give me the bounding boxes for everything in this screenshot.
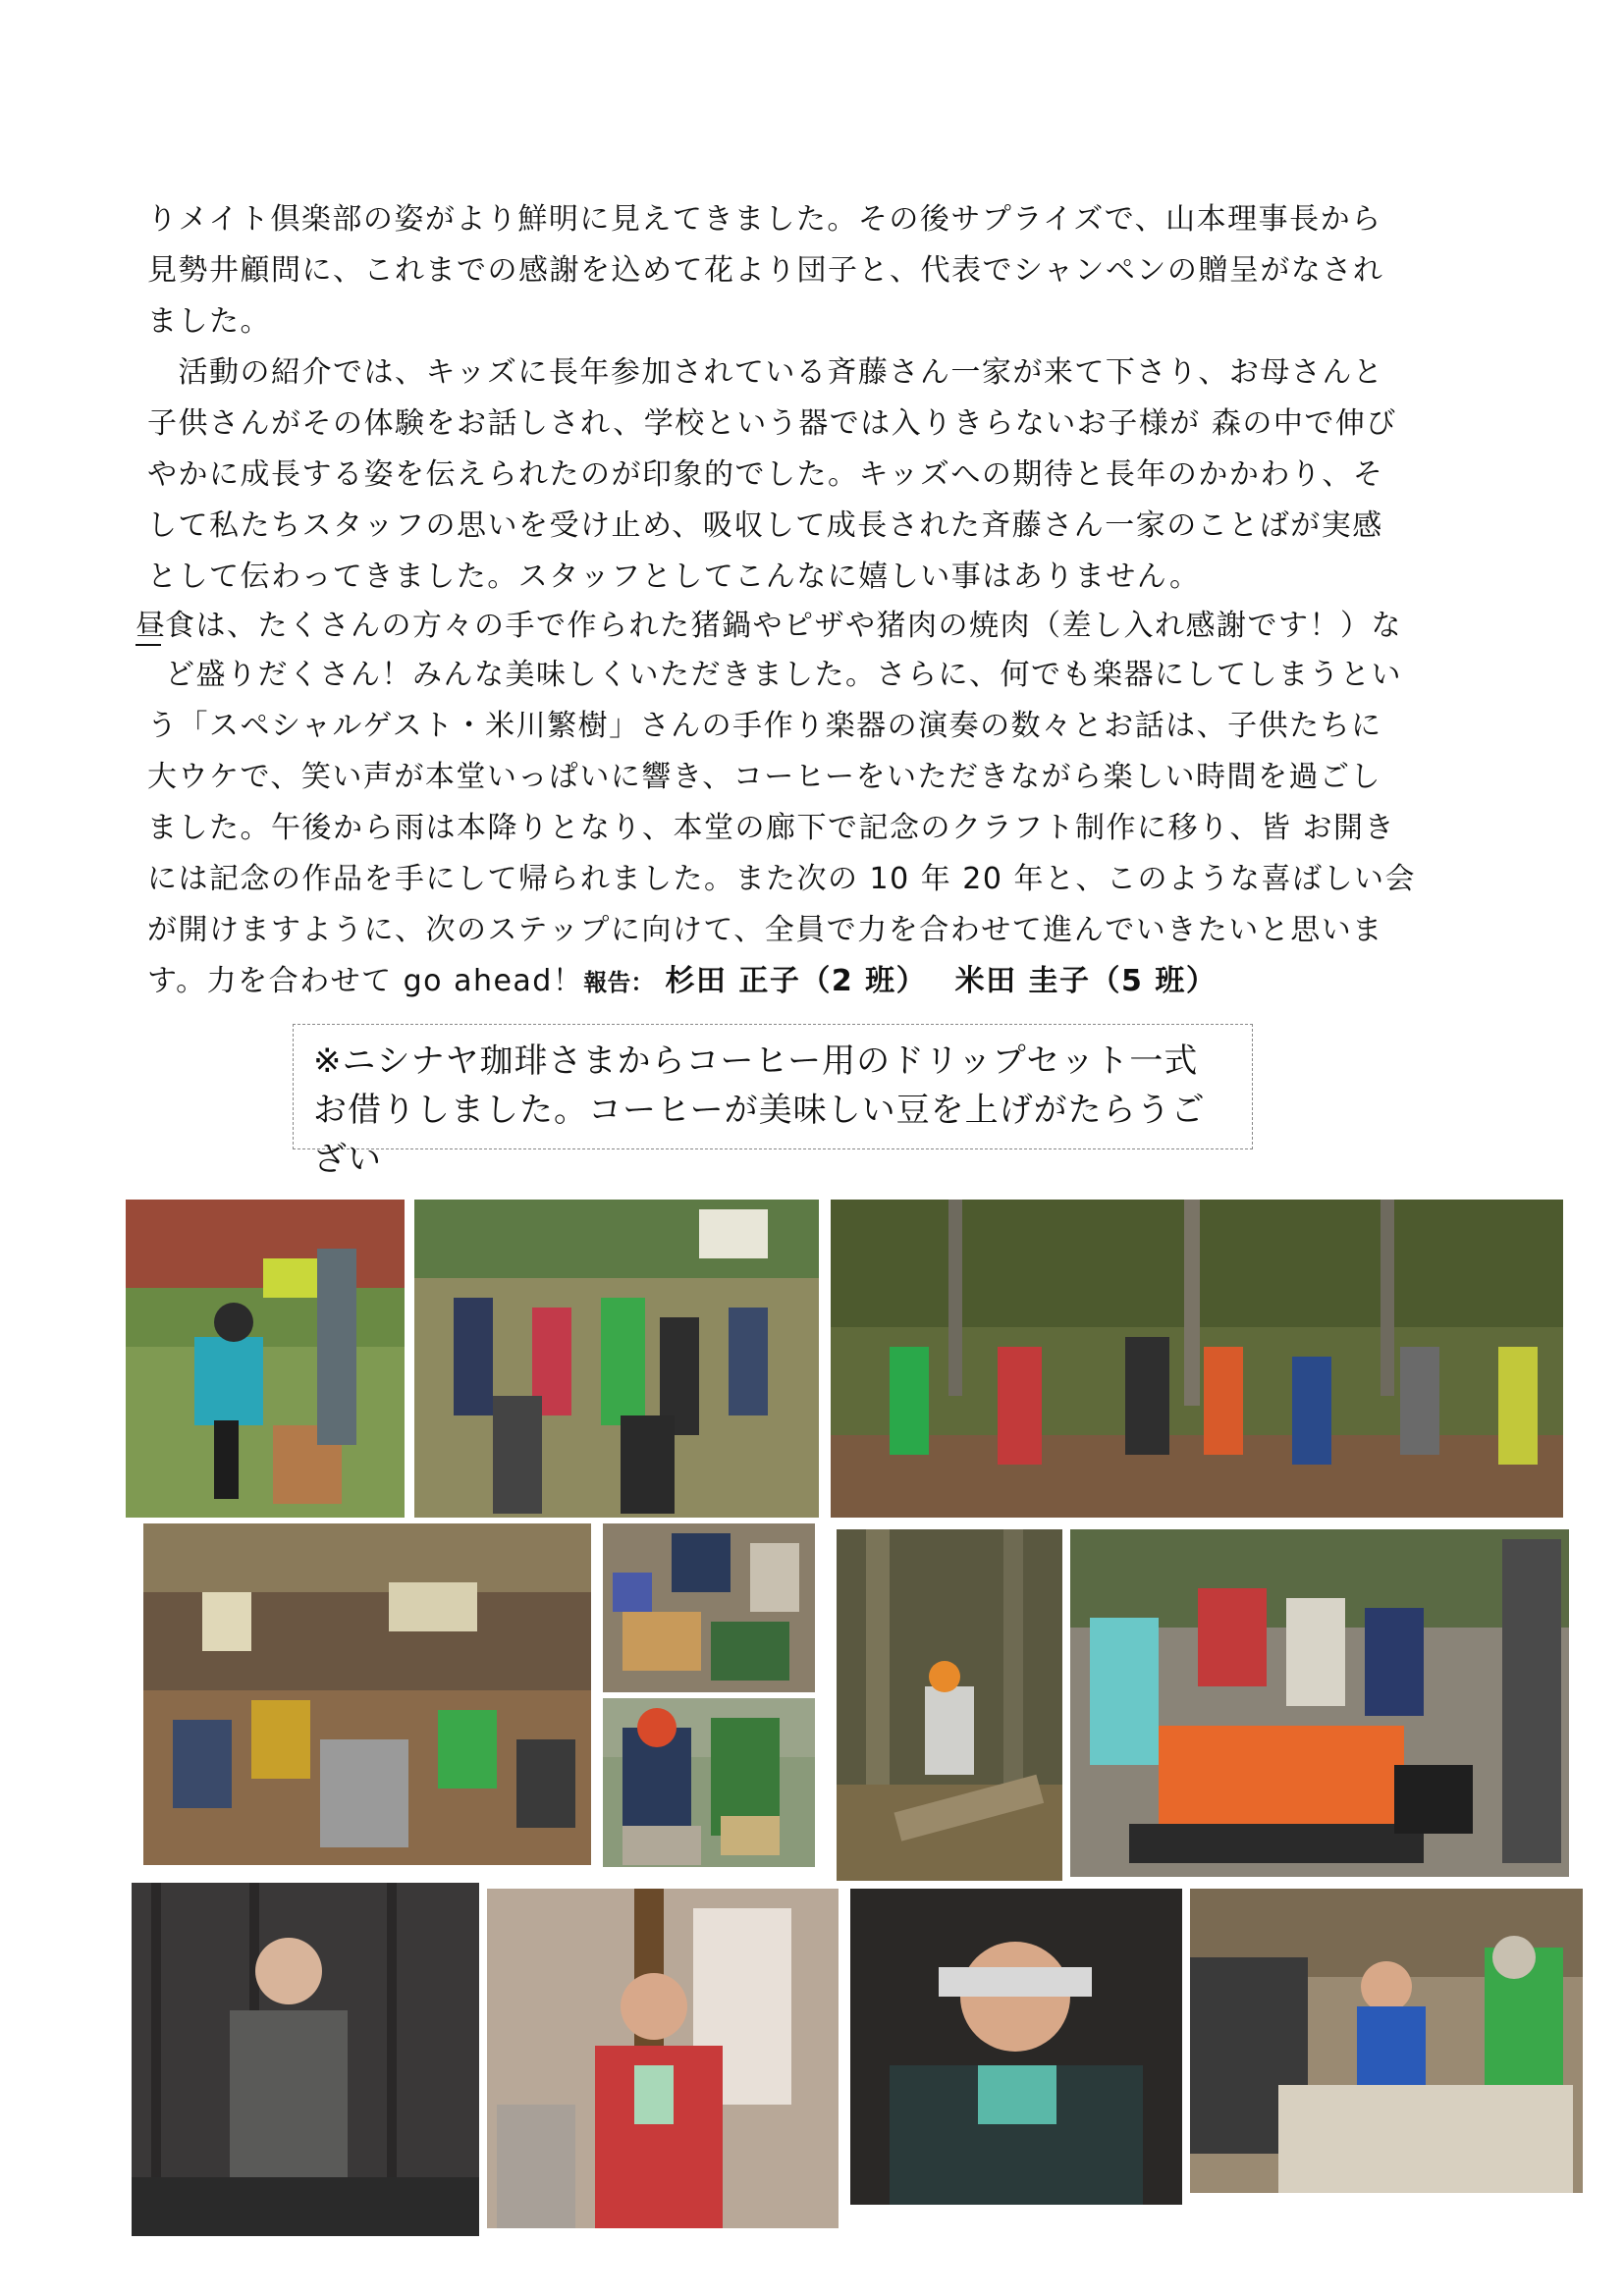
report-line: ました。午後から雨は本降りとなり、本堂の廊下で記念のクラフト制作に移り、皆 お開き <box>147 811 1396 845</box>
photo-boy-splitting-wood <box>126 1200 405 1518</box>
photo-speaker-elder <box>132 1883 479 2236</box>
report-label: 報告： <box>583 969 655 996</box>
photo-kids-crafting-table <box>1190 1889 1583 2193</box>
report-line: 活動の紹介では、キッズに長年参加されている斉藤さん一家が来て下さり、お母さんと <box>147 355 1384 390</box>
reporters: 杉田 正子（2 班） 米田 圭子（5 班） <box>665 964 1218 998</box>
report-line: ど盛りだくさん！みんな美味しくいただきました。さらに、何でも楽器にしてしまうとい <box>165 658 1402 692</box>
report-line: して私たちスタッフの思いを受け止め、吸収して成長された斉藤さん一家のことばが実感 <box>147 508 1383 543</box>
photo-speaker-red-jacket <box>487 1889 839 2228</box>
note-text: ※ニシナヤ珈琲さまからコーヒー用のドリップセット一式 お借りしました。コーヒーが美味しい豆を上げがたらうござい <box>313 1041 1206 1179</box>
report-line: 食は、たくさんの方々の手で作られた猪鍋やピザや猪肉の焼肉（差し入れ感謝です！）な <box>165 609 1402 643</box>
hiru-underline <box>135 644 161 646</box>
note-box <box>293 1024 1253 1179</box>
report-line: として伝わってきました。スタッフとしてこんなに嬉しい事はありません。 <box>147 560 1201 594</box>
photo-log-splitter <box>1070 1529 1569 1877</box>
last-line-text: す。力を合わせて go ahead！ <box>147 964 584 998</box>
photo-group-in-forest <box>831 1200 1563 1518</box>
report-line: 子供さんがその体験をお話しされ、学校という器では入りきらないお子様が 森の中で伸び <box>147 406 1397 441</box>
photo-new-year-decoration <box>603 1698 815 1867</box>
report-last-line <box>147 962 1217 1002</box>
report-line: が開けますように、次のステップに向けて、全員で力を合わせて進んでいきたいと思いま <box>147 913 1383 947</box>
hiru-char: 昼 <box>135 609 165 643</box>
report-line: う「スペシャルゲスト・米川繁樹」さんの手作り楽器の演奏の数々とお話は、子供たちに <box>147 709 1382 743</box>
photo-man-portrait <box>850 1889 1182 2205</box>
photo-group-gathering-yard <box>414 1200 819 1518</box>
photo-craft-making <box>603 1523 815 1692</box>
report-line: ました。 <box>147 304 271 339</box>
report-line: 見勢井顧問に、これまでの感謝を込めて花より団子と、代表でシャンペンの贈呈がなされ <box>147 253 1384 288</box>
photo-tree-cutting <box>837 1529 1062 1881</box>
report-line: りメイト倶楽部の姿がより鮮明に見えてきました。その後サプライズで、山本理事長から <box>147 202 1382 237</box>
report-line: には記念の作品を手にして帰られました。また次の 10 年 20 年と、このような喜ばしい会 <box>147 862 1416 896</box>
report-line: やかに成長する姿を伝えられたのが印象的でした。キッズへの期待と長年のかかわり、そ <box>147 457 1384 492</box>
photo-temple-hall-meeting <box>143 1523 591 1865</box>
report-line: 大ウケで、笑い声が本堂いっぱいに響き、コーヒーをいただきながら楽しい時間を過ごし <box>147 760 1381 794</box>
